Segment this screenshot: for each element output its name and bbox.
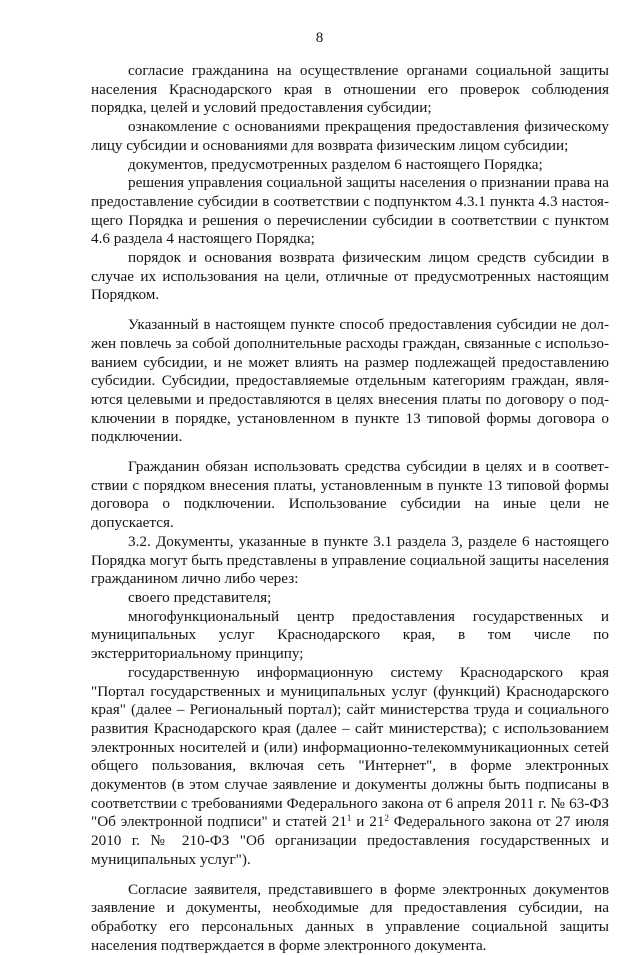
paragraph-return-procedure: порядок и основания возврата физическим лицом средств субсидии в случае их использования на цели, отличные от предусмотренных настоящим Порядком. — [91, 249, 609, 304]
regional-portal-text-mid: и 21 — [351, 813, 385, 831]
paragraph-method-no-costs: Указанный в настоящем пункте способ предоставления субсидии не должен повлечь за собой дополнительные расходы граждан, связанные с использованием субсидии, и не может влиять на размер подлежащей предоставлению субсидии. Субсидии, предоставляемые отдельным категориям граждан, являются целевыми и предоставляются в целях внесения платы по договору о подключении в порядке, установленном в пункте 13 типовой формы договора о подключении. — [91, 316, 609, 446]
list-item-regional-portal — [91, 664, 609, 870]
superscript-2: 2 — [384, 813, 389, 824]
list-item-representative: своего представителя; — [128, 588, 272, 606]
regional-portal-text-tail: Федерального закона от 27 июля 2010 г. № 210-ФЗ "Об организации предоставления государственных и муниципальных услуг"). — [91, 813, 609, 868]
paragraph-consent-checks: согласие гражданина на осуществление органами социальной защиты населения Краснодарского края в отношении его проверок соблюдения порядка, целей и условий предоставления субсидии; — [91, 62, 609, 117]
paragraph-documents-section-6: документов, предусмотренных разделом 6 настоящего Порядка; — [128, 155, 543, 173]
paragraph-decisions: решения управления социальной защиты населения о признании права на предоставление субсидии в соответствии с подпунктом 4.3.1 пункта 4.3 настоящего Порядка и решения о перечислении субсидии в соответствии с пунктом 4.6 раздела 4 настоящего Порядка; — [91, 174, 609, 248]
paragraph-citizen-obligation: Гражданин обязан использовать средства субсидии в целях и в соответствии с порядком внесения платы, установленным в пункте 13 типовой формы договора о подключении. Использование субсидии на иные цели не допускается. — [91, 458, 609, 532]
regional-portal-text: государственную информационную систему Краснодарского края "Портал государственных и муниципальных услуг (функций) Краснодарского края" (далее – Региональный портал); сайт министерства труда и социального развития Краснодарского края (далее – сайт министерства); с использованием электронных носителей и (или) информационно-телекоммуникационных сетей общего пользования, включая сеть "Интернет", в форме электронных документов (в этом случае заявление и документы должны быть подписаны в соответствии с требованиями Федерального закона от 6 апреля 2011 г. № 63-ФЗ "Об электронной подписи" и статей 21 — [91, 663, 609, 831]
paragraph-applicant-consent: Согласие заявителя, представившего в форме электронных документов заявление и документы, необходимые для предоставления субсидии, на обработку его персональных данных в управление социальной защиты населения подтверждается в форме электронного документа. — [91, 880, 609, 954]
page-number: 8 — [315, 30, 324, 46]
list-item-mfc: многофункциональный центр предоставления государственных и муниципальных услуг Краснодарского края, в том числе по экстерриториальному принципу; — [91, 607, 609, 663]
document-body — [91, 62, 609, 955]
superscript-1: 1 — [346, 813, 352, 824]
paragraph-familiarization: ознакомление с основаниями прекращения предоставления физическому лицу субсидии и основаниями для возврата физическим лицом субсидии; — [91, 118, 609, 154]
paragraph-3-2-submission: 3.2. Документы, указанные в пункте 3.1 раздела 3, разделе 6 настоящего Порядка могут быть представлены в управление социальной защиты населения гражданином лично либо через: — [91, 532, 609, 588]
